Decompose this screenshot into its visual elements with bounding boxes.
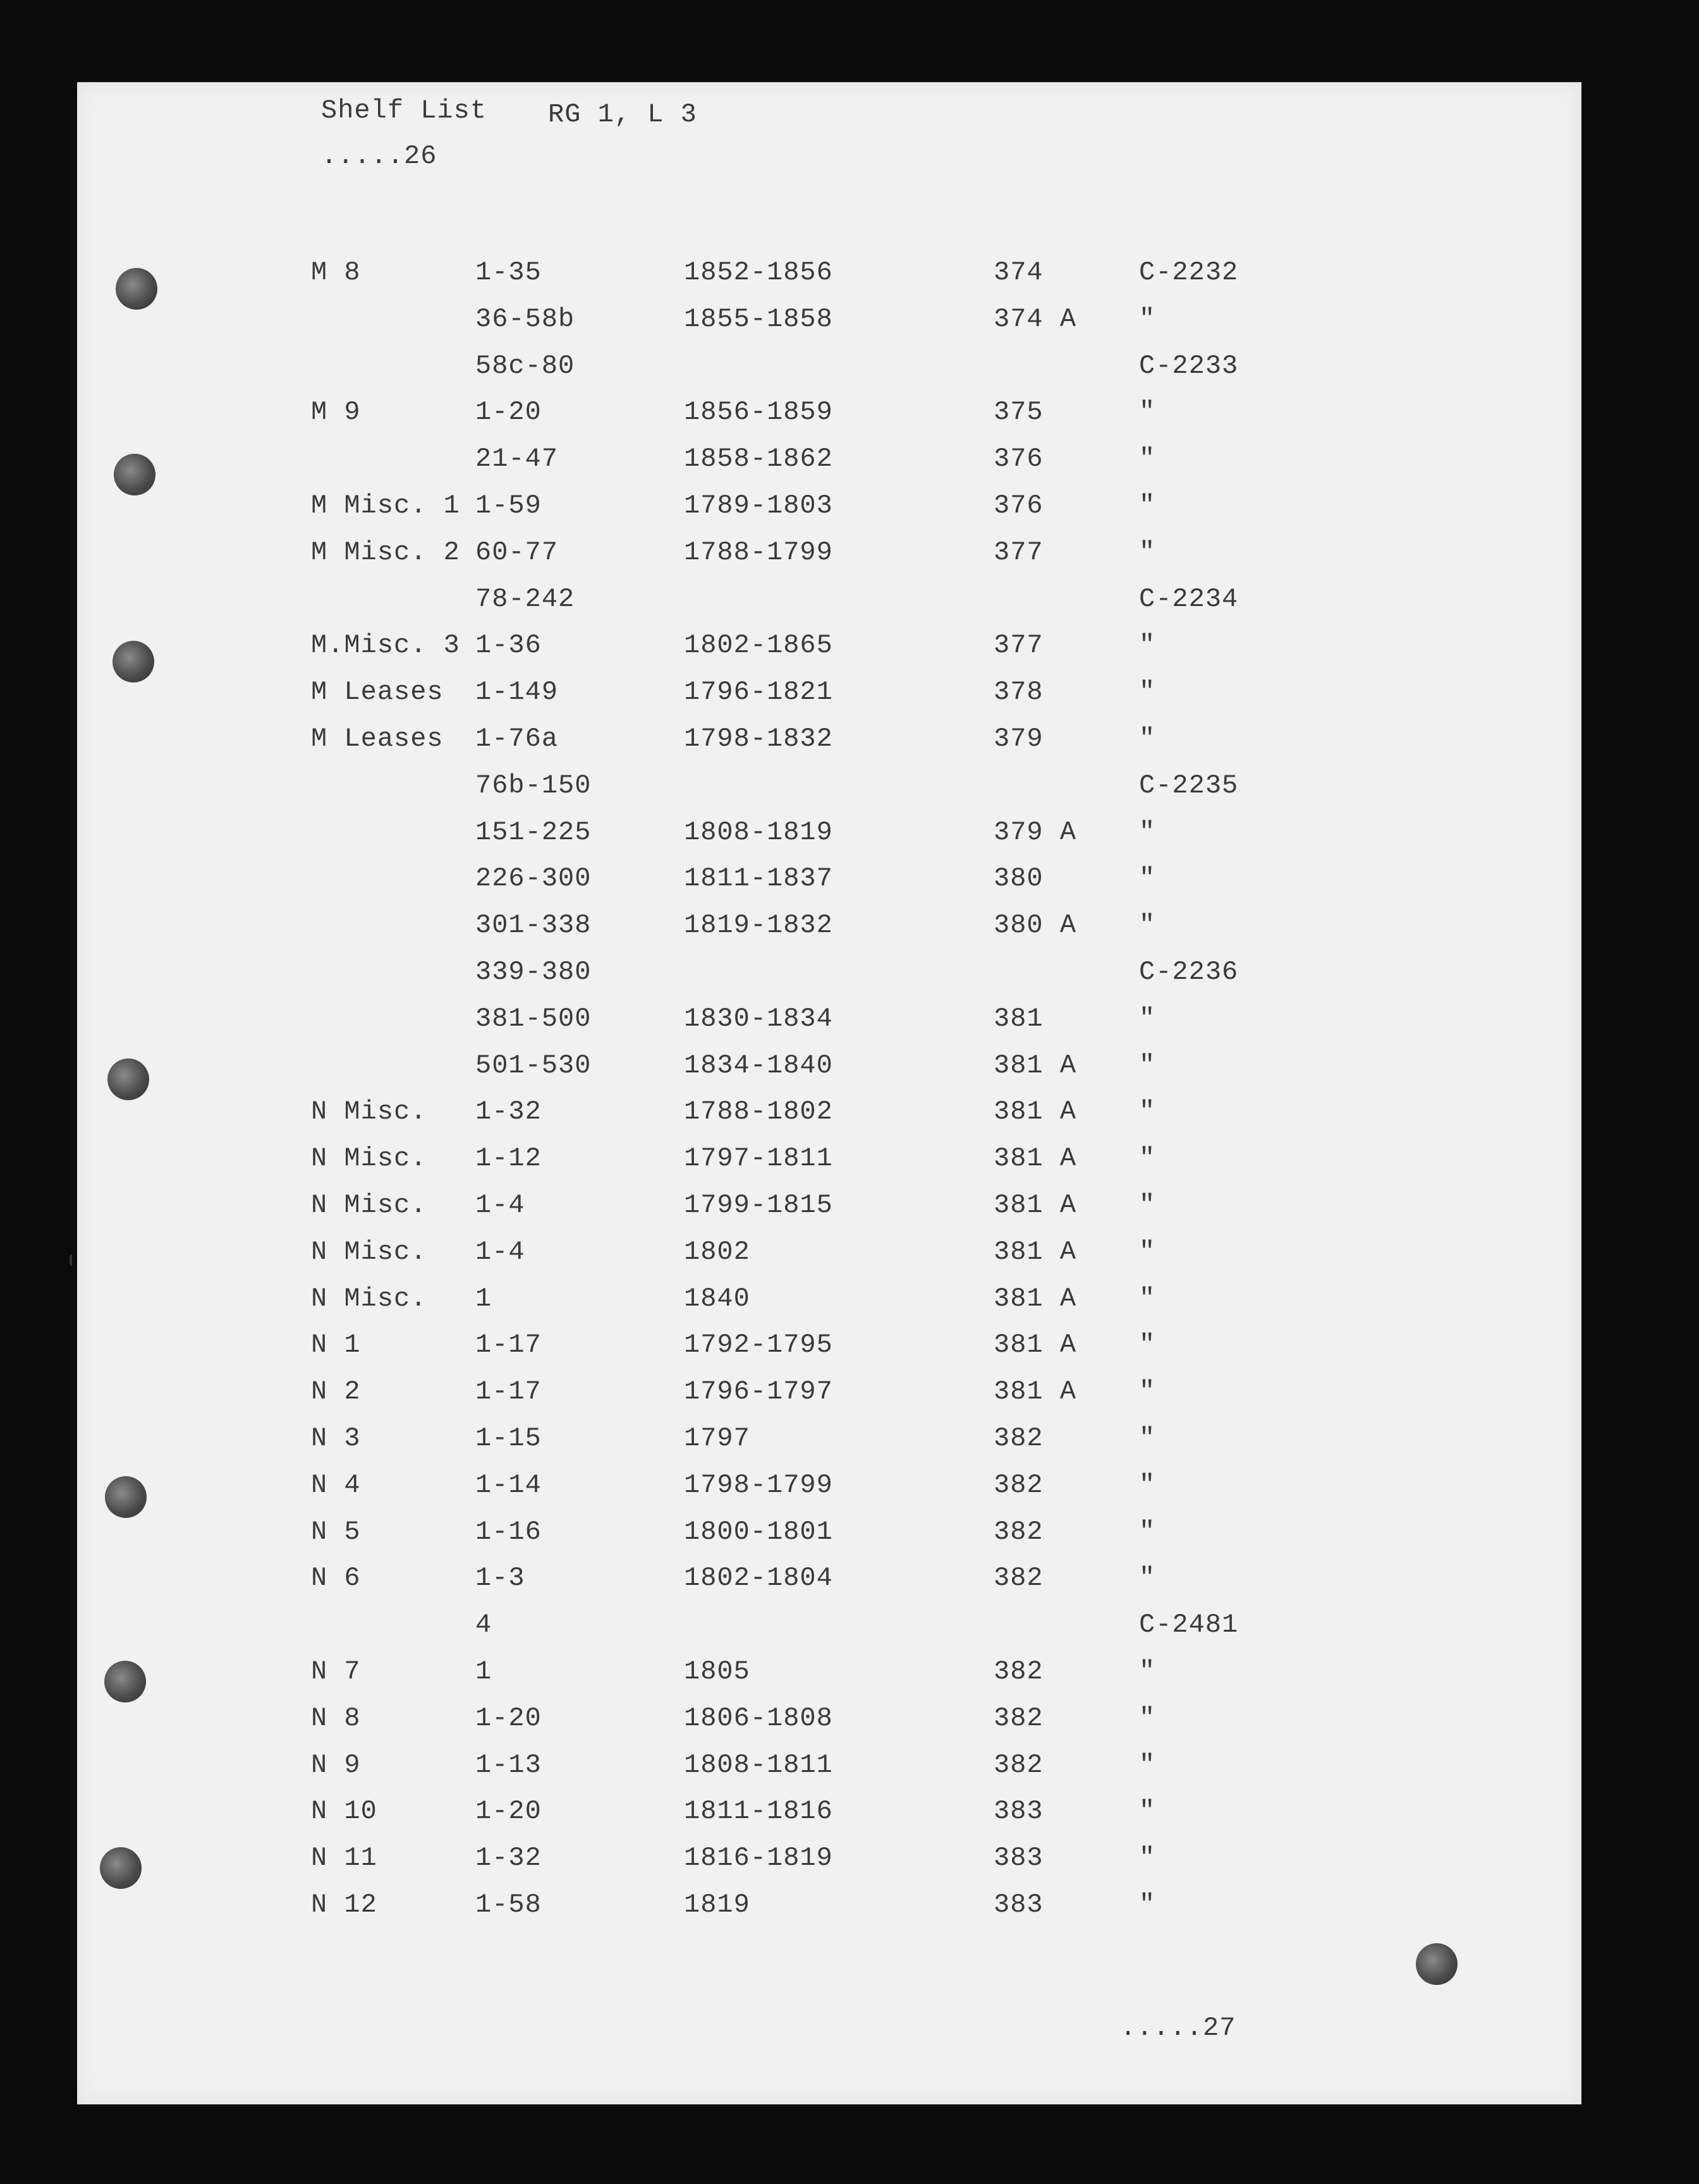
punch-hole <box>113 641 154 682</box>
table-row <box>77 1145 1581 1183</box>
series-cell: N 12 <box>311 1890 377 1920</box>
item-range-cell: 301-338 <box>475 910 592 940</box>
table-row <box>77 539 1581 577</box>
microfilm-cell: " <box>1139 863 1156 894</box>
microfilm-cell: " <box>1139 1843 1156 1873</box>
years-cell: 1799-1815 <box>684 1190 833 1220</box>
table-row <box>77 586 1581 624</box>
item-range-cell: 501-530 <box>475 1050 592 1081</box>
series-cell: N Misc. <box>311 1190 427 1220</box>
volume-cell: 378 <box>994 677 1044 707</box>
table-row <box>77 1425 1581 1463</box>
years-cell: 1796-1821 <box>684 677 833 707</box>
microfilm-cell: " <box>1139 1376 1156 1407</box>
table-row <box>77 1519 1581 1556</box>
punch-hole <box>104 1661 146 1702</box>
volume-cell: 377 <box>994 630 1044 660</box>
microfilm-cell: " <box>1139 1004 1156 1034</box>
series-cell: N 4 <box>311 1470 361 1500</box>
item-range-cell: 1-36 <box>475 630 542 660</box>
years-cell: 1834-1840 <box>684 1050 833 1081</box>
page-marker: .....26 <box>321 141 437 171</box>
item-range-cell: 21-47 <box>475 444 559 474</box>
microfilm-cell: " <box>1139 537 1156 567</box>
table-row <box>77 1052 1581 1090</box>
volume-cell: 374 <box>994 257 1044 288</box>
years-cell: 1788-1802 <box>684 1096 833 1127</box>
years-cell: 1788-1799 <box>684 537 833 567</box>
microfilm-cell: " <box>1139 1750 1156 1780</box>
volume-cell: 383 <box>994 1890 1044 1920</box>
series-cell: N 9 <box>311 1750 361 1780</box>
years-cell: 1808-1811 <box>684 1750 833 1780</box>
item-range-cell: 4 <box>475 1610 492 1640</box>
table-row <box>77 353 1581 391</box>
table-row <box>77 1332 1581 1369</box>
microfilm-cell: " <box>1139 1563 1156 1593</box>
item-range-cell: 1-59 <box>475 490 542 521</box>
volume-cell: 374 A <box>994 304 1077 334</box>
volume-cell: 379 A <box>994 817 1077 847</box>
item-range-cell: 381-500 <box>475 1004 592 1034</box>
item-range-cell: 339-380 <box>475 957 592 987</box>
punch-hole <box>100 1847 142 1889</box>
series-cell: N 11 <box>311 1843 377 1873</box>
microfilm-cell: " <box>1139 677 1156 707</box>
table-row <box>77 1705 1581 1743</box>
series-cell: M 8 <box>311 257 361 288</box>
item-range-cell: 1 <box>475 1656 492 1687</box>
volume-cell: 380 <box>994 863 1044 894</box>
series-cell: M Misc. 1 <box>311 490 460 521</box>
microfilm-cell: C-2234 <box>1139 584 1239 614</box>
item-range-cell: 1-3 <box>475 1563 525 1593</box>
volume-cell: 381 A <box>994 1376 1077 1407</box>
table-row <box>77 1378 1581 1416</box>
table-row <box>77 259 1581 297</box>
microfilm-cell: " <box>1139 1517 1156 1547</box>
volume-cell: 381 A <box>994 1143 1077 1174</box>
table-row <box>77 679 1581 717</box>
item-range-cell: 151-225 <box>475 817 592 847</box>
volume-cell: 382 <box>994 1563 1044 1593</box>
volume-cell: 381 <box>994 1004 1044 1034</box>
volume-cell: 381 A <box>994 1283 1077 1314</box>
microfilm-cell: " <box>1139 1470 1156 1500</box>
series-cell: N Misc. <box>311 1143 427 1174</box>
table-row <box>77 1565 1581 1603</box>
series-cell: M Leases <box>311 677 444 707</box>
series-cell: N Misc. <box>311 1283 427 1314</box>
microfilm-cell: " <box>1139 444 1156 474</box>
volume-cell: 381 A <box>994 1050 1077 1081</box>
volume-cell: 376 <box>994 490 1044 521</box>
table-row <box>77 1752 1581 1790</box>
table-row <box>77 1192 1581 1230</box>
microfilm-cell: " <box>1139 1796 1156 1826</box>
item-range-cell: 1-149 <box>475 677 559 707</box>
years-cell: 1800-1801 <box>684 1517 833 1547</box>
years-cell: 1819-1832 <box>684 910 833 940</box>
years-cell: 1840 <box>684 1283 750 1314</box>
next-page-marker: .....27 <box>1120 2013 1236 2043</box>
years-cell: 1819 <box>684 1890 750 1920</box>
volume-cell: 379 <box>994 724 1044 754</box>
series-cell: N 1 <box>311 1330 361 1360</box>
microfilm-cell: C-2233 <box>1139 351 1239 381</box>
years-cell: 1802-1865 <box>684 630 833 660</box>
years-cell: 1811-1816 <box>684 1796 833 1826</box>
years-cell: 1858-1862 <box>684 444 833 474</box>
years-cell: 1789-1803 <box>684 490 833 521</box>
item-range-cell: 1-32 <box>475 1096 542 1127</box>
series-cell: N 7 <box>311 1656 361 1687</box>
microfilm-cell: " <box>1139 1330 1156 1360</box>
shelf-list-title: Shelf List <box>321 95 487 126</box>
series-cell: M 9 <box>311 397 361 427</box>
document-page <box>77 82 1581 2104</box>
microfilm-cell: " <box>1139 910 1156 940</box>
item-range-cell: 226-300 <box>475 863 592 894</box>
microfilm-cell: C-2235 <box>1139 770 1239 801</box>
punch-hole <box>1416 1943 1458 1985</box>
years-cell: 1797 <box>684 1423 750 1453</box>
item-range-cell: 1-16 <box>475 1517 542 1547</box>
volume-cell: 382 <box>994 1656 1044 1687</box>
microfilm-cell: " <box>1139 1096 1156 1127</box>
table-row <box>77 1285 1581 1323</box>
years-cell: 1802 <box>684 1237 750 1267</box>
table-row <box>77 446 1581 483</box>
years-cell: 1856-1859 <box>684 397 833 427</box>
item-range-cell: 1-76a <box>475 724 559 754</box>
punch-hole <box>107 1059 149 1100</box>
series-cell: N Misc. <box>311 1237 427 1267</box>
table-row <box>77 959 1581 997</box>
item-range-cell: 60-77 <box>475 537 559 567</box>
microfilm-cell: " <box>1139 1423 1156 1453</box>
years-cell: 1811-1837 <box>684 863 833 894</box>
years-cell: 1797-1811 <box>684 1143 833 1174</box>
item-range-cell: 1-20 <box>475 397 542 427</box>
item-range-cell: 1-14 <box>475 1470 542 1500</box>
table-row <box>77 306 1581 344</box>
punch-hole <box>105 1476 147 1518</box>
volume-cell: 381 A <box>994 1190 1077 1220</box>
table-row <box>77 912 1581 950</box>
volume-cell: 380 A <box>994 910 1077 940</box>
item-range-cell: 1-20 <box>475 1796 542 1826</box>
microfilm-cell: " <box>1139 817 1156 847</box>
years-cell: 1855-1858 <box>684 304 833 334</box>
microfilm-cell: " <box>1139 1703 1156 1733</box>
microfilm-cell: " <box>1139 304 1156 334</box>
years-cell: 1805 <box>684 1656 750 1687</box>
item-range-cell: 1-4 <box>475 1237 525 1267</box>
item-range-cell: 1-12 <box>475 1143 542 1174</box>
item-range-cell: 1-15 <box>475 1423 542 1453</box>
item-range-cell: 1-58 <box>475 1890 542 1920</box>
years-cell: 1796-1797 <box>684 1376 833 1407</box>
series-cell: M.Misc. 3 <box>311 630 460 660</box>
table-row <box>77 1845 1581 1883</box>
volume-cell: 382 <box>994 1703 1044 1733</box>
table-row <box>77 865 1581 903</box>
volume-cell: 383 <box>994 1843 1044 1873</box>
item-range-cell: 1-17 <box>475 1330 542 1360</box>
volume-cell: 375 <box>994 397 1044 427</box>
volume-cell: 376 <box>994 444 1044 474</box>
volume-cell: 381 A <box>994 1096 1077 1127</box>
table-row <box>77 1239 1581 1277</box>
years-cell: 1798-1832 <box>684 724 833 754</box>
series-cell: N 10 <box>311 1796 377 1826</box>
years-cell: 1816-1819 <box>684 1843 833 1873</box>
years-cell: 1798-1799 <box>684 1470 833 1500</box>
volume-cell: 382 <box>994 1470 1044 1500</box>
volume-cell: 382 <box>994 1517 1044 1547</box>
microfilm-cell: " <box>1139 490 1156 521</box>
series-cell: N 2 <box>311 1376 361 1407</box>
years-cell: 1830-1834 <box>684 1004 833 1034</box>
microfilm-cell: C-2232 <box>1139 257 1239 288</box>
table-row <box>77 1611 1581 1649</box>
years-cell: 1808-1819 <box>684 817 833 847</box>
table-row <box>77 1798 1581 1836</box>
table-row <box>77 1098 1581 1136</box>
table-row <box>77 1891 1581 1929</box>
series-cell: N 8 <box>311 1703 361 1733</box>
table-row <box>77 819 1581 857</box>
item-range-cell: 1-13 <box>475 1750 542 1780</box>
record-group-reference: RG 1, L 3 <box>548 99 697 130</box>
series-cell: N 5 <box>311 1517 361 1547</box>
microfilm-cell: " <box>1139 1050 1156 1081</box>
microfilm-cell: C-2236 <box>1139 957 1239 987</box>
microfilm-cell: " <box>1139 1143 1156 1174</box>
years-cell: 1806-1808 <box>684 1703 833 1733</box>
microfilm-cell: C-2481 <box>1139 1610 1239 1640</box>
volume-cell: 381 A <box>994 1330 1077 1360</box>
table-row <box>77 1005 1581 1043</box>
microfilm-cell: " <box>1139 397 1156 427</box>
volume-cell: 381 A <box>994 1237 1077 1267</box>
microfilm-cell: " <box>1139 1656 1156 1687</box>
table-row <box>77 725 1581 763</box>
series-cell: M Misc. 2 <box>311 537 460 567</box>
years-cell: 1852-1856 <box>684 257 833 288</box>
item-range-cell: 1-17 <box>475 1376 542 1407</box>
item-range-cell: 1 <box>475 1283 492 1314</box>
item-range-cell: 1-20 <box>475 1703 542 1733</box>
volume-cell: 382 <box>994 1423 1044 1453</box>
microfilm-cell: " <box>1139 1283 1156 1314</box>
item-range-cell: 58c-80 <box>475 351 575 381</box>
punch-hole <box>116 268 157 310</box>
table-row <box>77 1472 1581 1510</box>
margin-mark <box>70 1254 76 1266</box>
item-range-cell: 1-35 <box>475 257 542 288</box>
item-range-cell: 76b-150 <box>475 770 592 801</box>
item-range-cell: 1-32 <box>475 1843 542 1873</box>
item-range-cell: 78-242 <box>475 584 575 614</box>
table-row <box>77 1658 1581 1696</box>
microfilm-cell: " <box>1139 1190 1156 1220</box>
series-cell: N 6 <box>311 1563 361 1593</box>
punch-hole <box>114 454 155 495</box>
years-cell: 1802-1804 <box>684 1563 833 1593</box>
years-cell: 1792-1795 <box>684 1330 833 1360</box>
table-row <box>77 632 1581 670</box>
item-range-cell: 1-4 <box>475 1190 525 1220</box>
microfilm-cell: " <box>1139 1237 1156 1267</box>
volume-cell: 377 <box>994 537 1044 567</box>
series-cell: N Misc. <box>311 1096 427 1127</box>
microfilm-cell: " <box>1139 1890 1156 1920</box>
microfilm-cell: " <box>1139 724 1156 754</box>
table-row <box>77 399 1581 437</box>
microfilm-cell: " <box>1139 630 1156 660</box>
item-range-cell: 36-58b <box>475 304 575 334</box>
table-row <box>77 772 1581 810</box>
table-row <box>77 492 1581 530</box>
volume-cell: 382 <box>994 1750 1044 1780</box>
volume-cell: 383 <box>994 1796 1044 1826</box>
series-cell: N 3 <box>311 1423 361 1453</box>
series-cell: M Leases <box>311 724 444 754</box>
